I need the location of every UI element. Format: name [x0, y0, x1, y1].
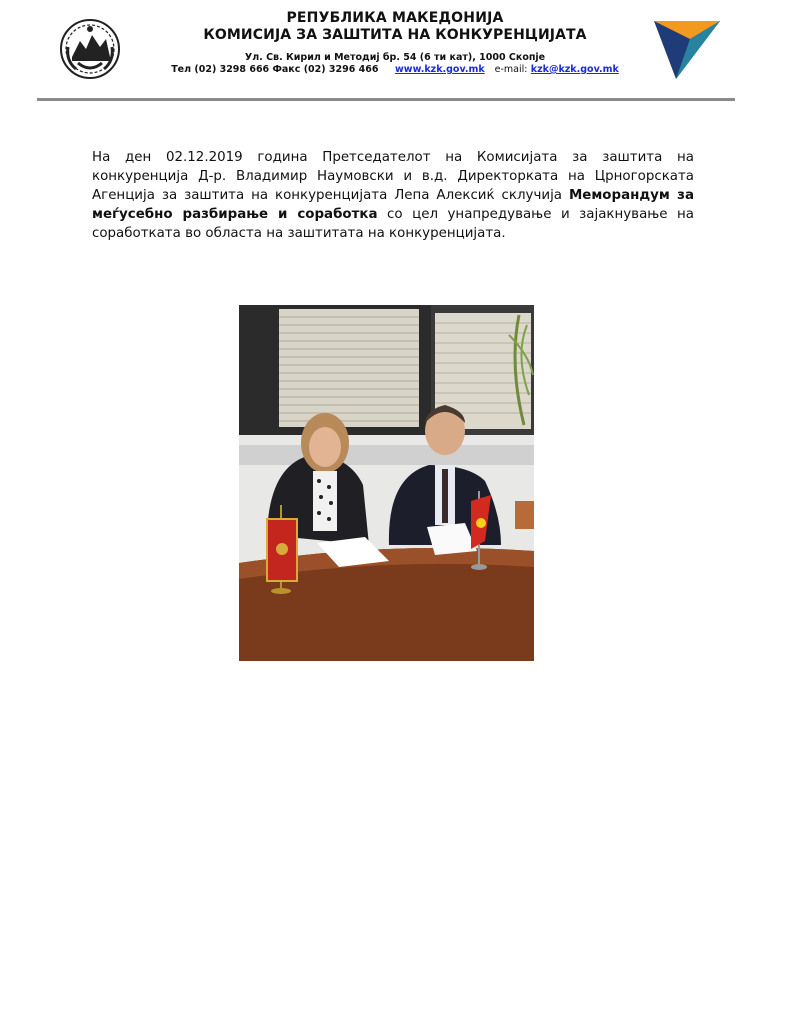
email-label: e-mail: — [494, 64, 528, 75]
announcement-paragraph — [92, 148, 694, 243]
kzk-triangle-logo-icon — [650, 17, 726, 83]
email-link[interactable]: kzk@kzk.gov.mk — [530, 64, 619, 75]
coat-of-arms-icon — [58, 17, 122, 81]
signing-ceremony-photo — [239, 305, 534, 661]
address-line: Ул. Св. Кирил и Методиј бр. 54 (6 ти кат), 1000 Скопје — [244, 52, 546, 63]
paragraph-part1: На ден 02.12.2019 година Претседателот на Комисијата за заштита на конкуренција Д-р. Владимир Наумовски и в.д. Директорката на Црногорската Агенција за заштита на конкуренцијата Лепа Алексиќ склучија — [92, 150, 694, 203]
website-link[interactable]: www.kzk.gov.mk — [395, 64, 485, 75]
country-title: РЕПУБЛИКА МАКЕДОНИЈА — [286, 10, 504, 26]
header-divider — [37, 98, 735, 101]
phone-fax: Тел (02) 3298 666 Факс (02) 3296 466 — [171, 64, 379, 75]
paragraph-part2: со цел унапредување и зајакнување на соработката во областа на заштитата на конкуренцијата. — [92, 207, 695, 241]
commission-title: КОМИСИЈА ЗА ЗАШТИТА НА КОНКУРЕНЦИЈАТА — [203, 27, 587, 43]
letterhead — [150, 10, 640, 76]
memorandum-title: Меморандум за меѓусебно разбирање и соработка — [92, 188, 694, 222]
contact-line — [150, 64, 640, 76]
